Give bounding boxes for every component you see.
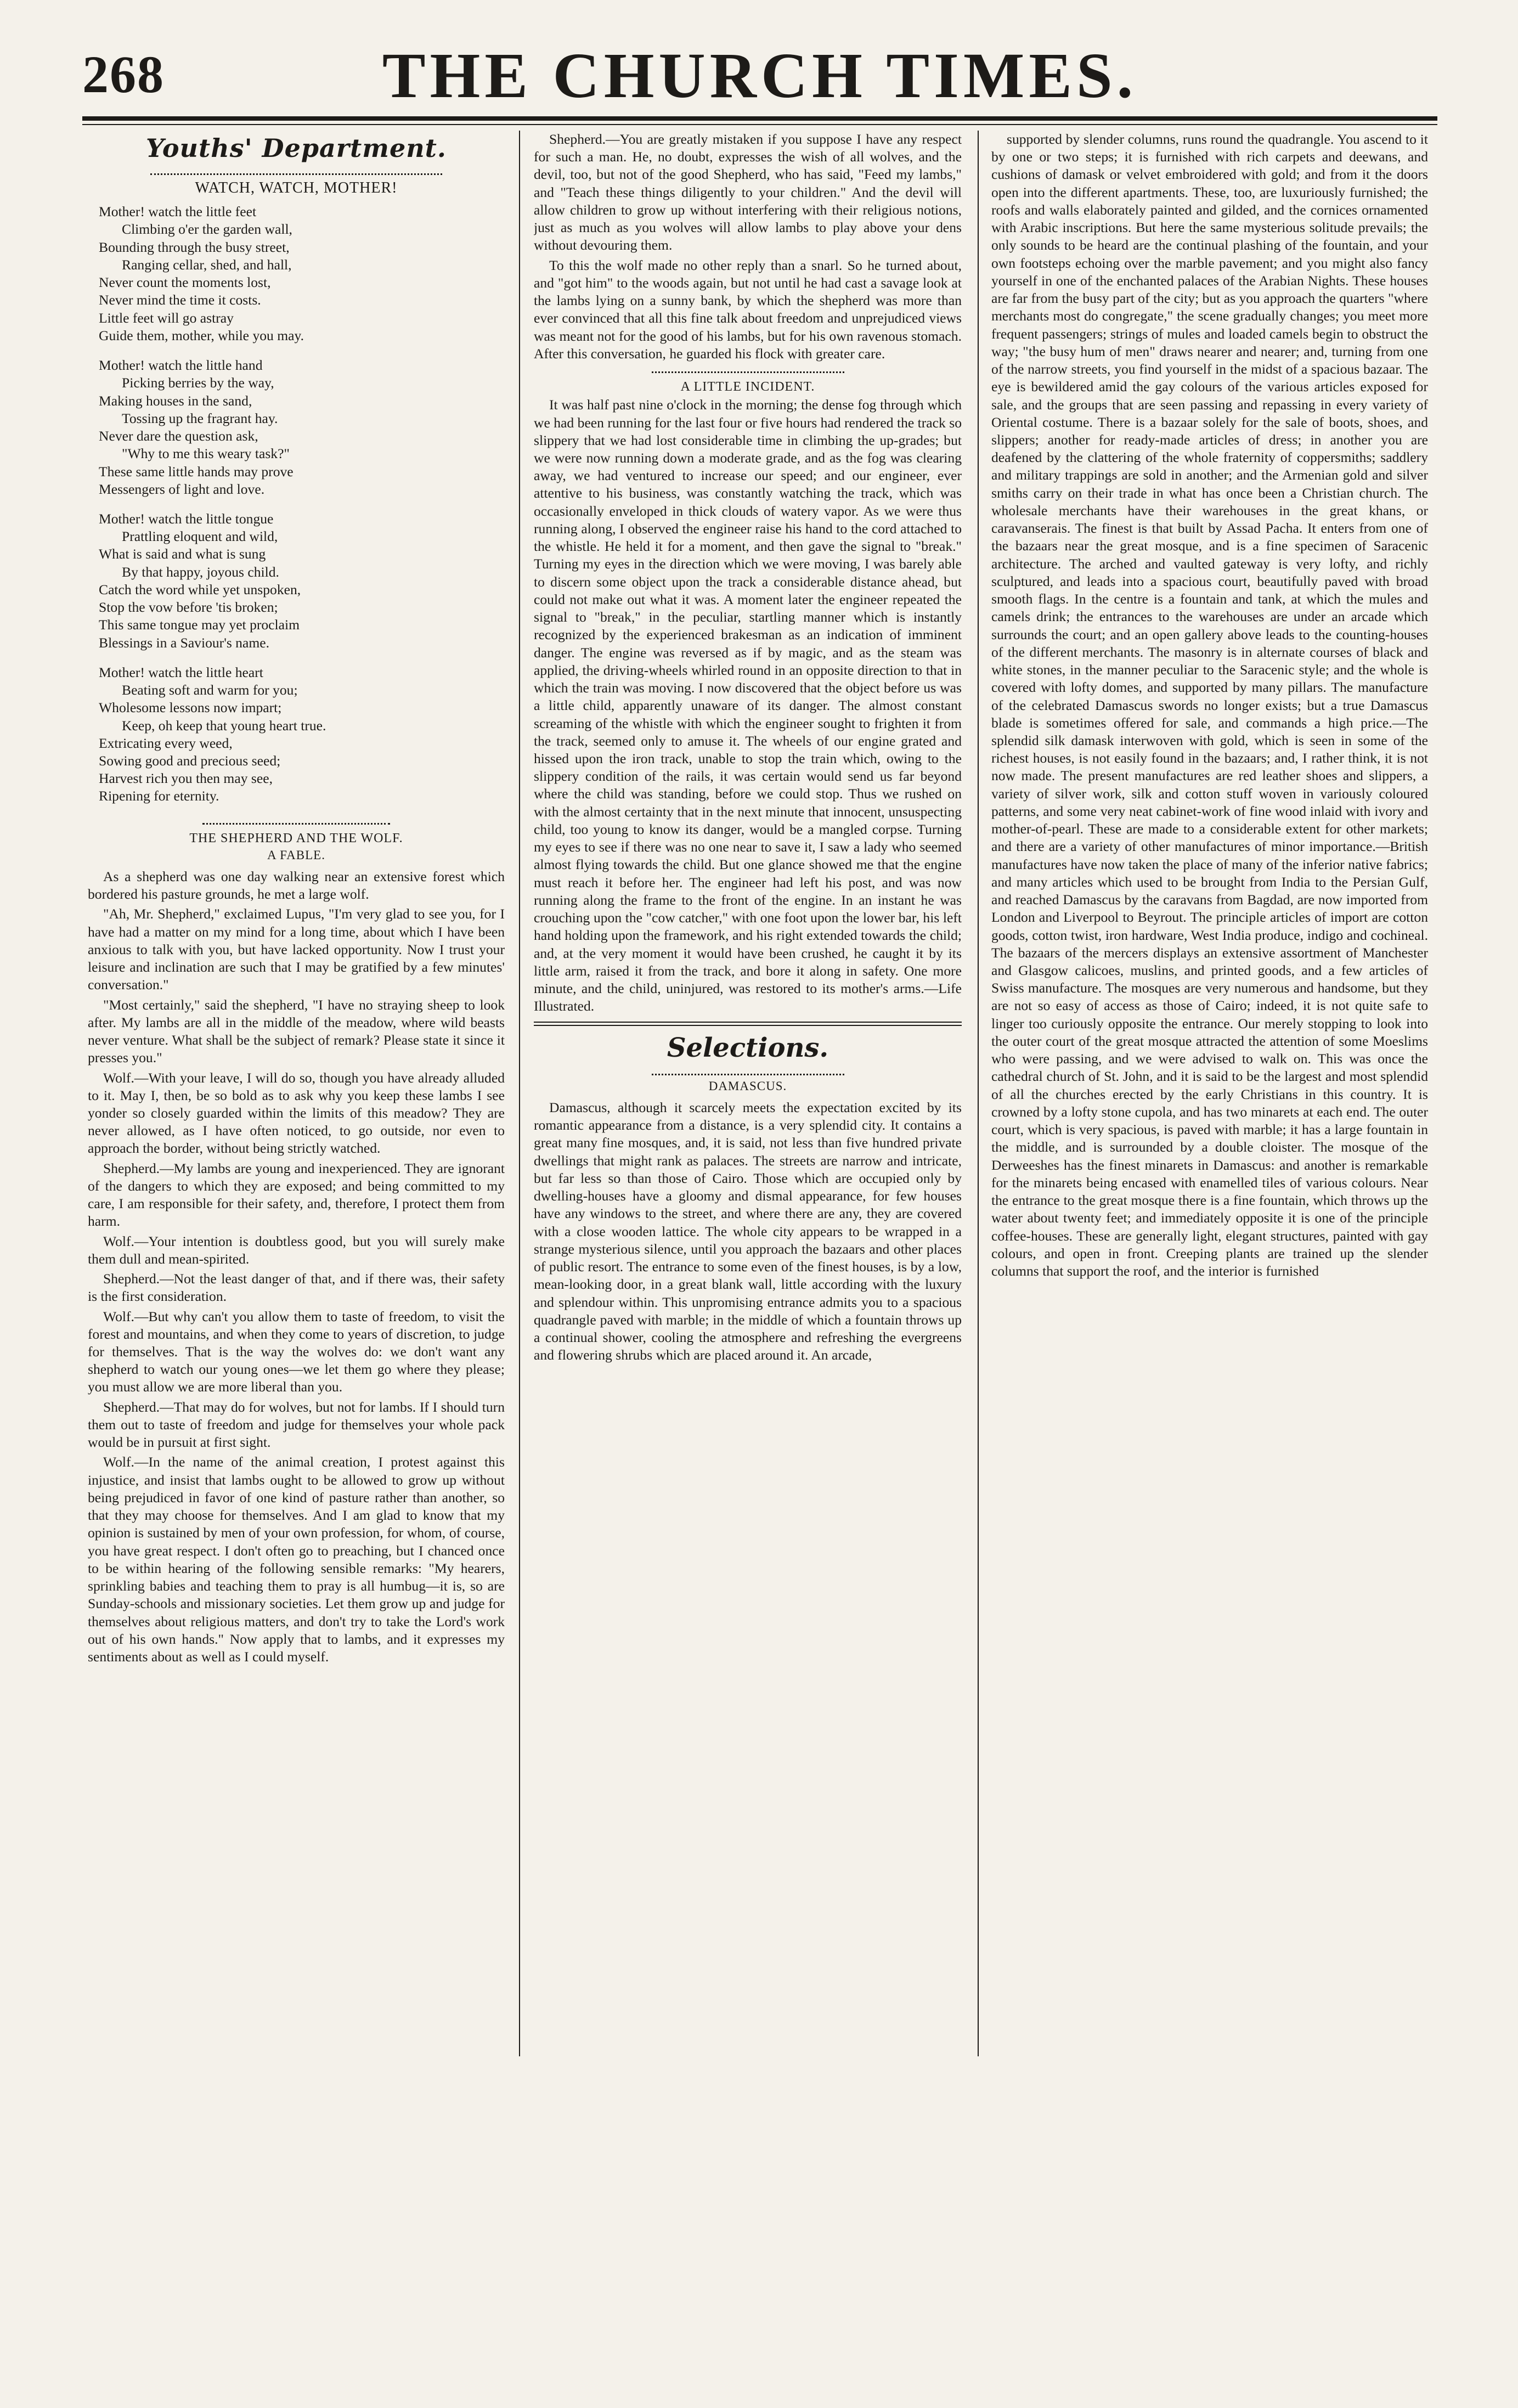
poem-line: Prattling eloquent and wild, (122, 528, 278, 545)
poem-line: Ripening for eternity. (99, 788, 219, 804)
ornamental-rule (652, 366, 844, 373)
poem-line: Blessings in a Saviour's name. (99, 634, 269, 651)
poem-line: Climbing o'er the garden wall, (122, 221, 292, 238)
poem-line: Wholesome lessons now impart; (99, 700, 282, 716)
poem-stanza (99, 203, 505, 345)
column-rule (519, 131, 520, 2056)
poem-line: Extricating every weed, (99, 735, 233, 751)
paragraph: Wolf.—Your intention is doubtless good, but you will surely make them dull and mean-spirited. (88, 1233, 505, 1267)
poem-line: Messengers of light and love. (99, 481, 265, 497)
paragraph: Damascus, although it scarcely meets the expectation excited by its romantic appearance from a distance, is a very splendid city. It contains a great many fine mosques, and, it is said, not less than five hundred private dwellings that might rank as palaces. The streets are narrow and intricate, but far less so than those of Cairo. Those which are occupied only by dwelling-houses have a gloomy and dismal appearance, for few houses have any windows to the street, and where there are any, they are covered with a close wooden lattice. The whole city appears to be wrapped in a strange mysterious silence, until you approach the bazaars and other places of public resort. The entrance to some even of the finest houses, is by a low, mean-looking door, in a great blank wall, little according with the luxury and splendour within. This unpromising entrance admits you to a spacious quadrangle paved with marble; in the middle of which a fountain throws up a continual shower, cooling the atmosphere and refreshing the evergreens and flowering shrubs which are placed around it. An arcade, (534, 1099, 962, 1363)
column-rule (978, 131, 979, 2056)
paragraph: Wolf.—In the name of the animal creation, I protest against this injustice, and insist that lambs ought to be allowed to grow up without being prejudiced in favor of one kind of pasture rather than another, so that they may choose for themselves. And I am glad to know that my opinion is sustained by men of your own profession, for whom, of course, you have great respect. I don't often go to preaching, but I chanced once to be within hearing of the following sensible remarks: "My hearers, sprinkling babies and teaching them to pray is all humbug—it is, so are Sunday-schools and missionary societies. Let them grow up and judge for themselves about religious matters, and don't try to take the Lord's work out of his own hands." Now apply that to lambs, and it expresses my sentiments about as well as I could myself. (88, 1454, 505, 1665)
fable-continued (534, 131, 962, 363)
poem-line: Never count the moments lost, (99, 274, 271, 291)
ornamental-rule (150, 168, 442, 175)
youths-department-heading: Youths' Department. (146, 133, 447, 163)
poem-line: Making houses in the sand, (99, 392, 252, 409)
poem-line: Harvest rich you then may see, (99, 770, 273, 787)
paragraph: To this the wolf made no other reply than a snarl. So he turned about, and "got him" to the woods again, but not until he had cast a savage look at the lambs lying on a sunny bank, by which the shepherd was more than ever convinced that all this fine talk about freedom and unprejudiced views was meant not for the good of his lambs, but for his own ravenous stomach. After this conversation, he guarded his flock with greater care. (534, 257, 962, 362)
poem-stanza (99, 510, 505, 652)
fable-subtitle: A FABLE. (267, 848, 325, 862)
poem-line: Catch the word while yet unspoken, (99, 581, 301, 597)
poem-line: Mother! watch the little hand (99, 357, 263, 374)
poem-line: Mother! watch the little heart (99, 664, 263, 680)
poem-line: Little feet will go astray (99, 309, 234, 326)
poem-line: Keep, oh keep that young heart true. (122, 717, 326, 734)
poem-line: By that happy, joyous child. (122, 563, 279, 580)
poem-stanza (99, 664, 505, 805)
poem-line: Tossing up the fragrant hay. (122, 410, 278, 426)
poem-line: "Why to me this weary task?" (122, 445, 290, 462)
page-number: 268 (82, 45, 165, 104)
paragraph: Shepherd.—My lambs are young and inexperienced. They are ignorant of the dangers to which they are exposed; and being committed to my care, I am responsible for their safety, and, therefore, I protect them from harm. (88, 1160, 505, 1230)
paragraph: Wolf.—But why can't you allow them to taste of freedom, to visit the forest and mountains, and when they come to years of discretion, to judge for themselves. That is the way the wolves do: we don't want any shepherd to watch our young ones—we let them go where they please; you must allow we are more liberal than you. (88, 1308, 505, 1395)
paragraph: Shepherd.—That may do for wolves, but not for lambs. If I should turn them out to taste of freedom and judge for themselves your whole pack would be in pursuit at first sight. (88, 1398, 505, 1451)
paragraph: supported by slender columns, runs round the quadrangle. You ascend to it by one or two steps; it is furnished with rich carpets and deewans, and cushions of damask or velvet embroidered with gold; and from it the doors open into the different apartments. These, too, are luxuriously furnished; the roofs and walls elaborately painted and gilded, and the cornices ornamented with Arabic inscriptions. But here the same mysterious solitude prevails; the only sounds to be heard are the continual plashing of the fountain, and your own footsteps echoing over the marble pavement; and you might also fancy yourself in one of the enchanted palaces of the Arabian Nights. These houses are far from the busy part of the city; but as you approach the quarters "where merchants most do congregate," the scene gradually changes; you meet more frequent passengers; strings of mules and loaded camels begin to obstruct the way; "the busy hum of men" draws nearer and nearer; and, turning from one of the narrow streets, you find yourself in the midst of a spacious bazaar. The eye is bewildered amid the gay colours of the various articles exposed for sale, and the groups that are seen passing and repassing in every variety of Oriental costume. There is a bazaar solely for the sale of boots, shoes, and slippers; another for ready-made articles of dress; in another you are deafened by the clattering of the whole fraternity of coppersmiths; saddlery and military trappings are sold in another; and the Armenian gold and silver smiths carry on their trade in what has once been a Christian church. The wholesale merchants have their warehouses in the great khans, or caravanserais. The finest is that built by Assad Pacha. It enters from one of the bazaars near the great mosque, and is a fine specimen of Saracenic architecture. The arched and vaulted gateway is very lofty, and richly sculptured, and leads into a spacious court, beautifully paved with broad smooth flags. In the centre is a fountain and tank, at which the mules and camels drink; the entrances to the warehouses are under an arcade which surrounds the court; and an open gallery above leads to the counting-houses of the different merchants. The masonry is in alternate courses of black and white stones, in the manner peculiar to the Saracenic style; and the whole is covered with lofty domes, and supported by many pillars. The manufacture of the celebrated Damascus swords no longer exists; but a true Damascus blade is sometimes offered for sale, and commands a high price.—The splendid silk damask interwoven with gold, which is seen in some of the richest houses, is not easily found in the bazaars; and, I rather think, it is not now made. The present manufactures are red leather shoes and slippers, a variety of silver work, silk and cotton stuff woven in variously coloured patterns, and some very neat cabinet-work of fine wood inlaid with ivory and mother-of-pearl. These are made to a considerable extent for other markets; and there are a variety of other manufactures of minor importance.—British manufactures have now taken the place of many of the inferior native fabrics; and many articles which used to be brought from India to the Persian Gulf, and reached Damascus by the caravans from Bagdad, are now imported from London and Liverpool to Beyrout. The principle articles of import are cotton goods, cotton twist, iron hardware, West India produce, indigo and cochineal. The bazaars of the mercers displays an extensive assortment of Manchester and Glasgow calicoes, muslins, and printed goods, and a few articles of Swiss manufacture. The mosques are very numerous and handsome, but they are not so easy of access as those of Cairo; indeed, it is not quite safe to linger too curiously opposite the entrance. Our merely stopping to look into the outer court of the great mosque attracted the attention of some Moeslims who were passing, and we were advised to walk on. This was once the cathedral church of St. John, and it is said to be the largest and most splendid of all the churches erected by the early Christians in this country. It is crowned by a lofty stone cupola, and has two minarets at each end. The outer court, which is very spacious, is paved with marble; it has a large fountain in the middle, and is surrounded by a double cloister. The mosque of the Derweeshes has the finest minarets in Damascus: and another is remarkable for the minarets being encased with enamelled tiles of various colours. Near the entrance to the great mosque there is a fine fountain, which throws up the water about twenty feet; and immediately opposite it is one of the principle coffee-houses. These are generally light, elegant structures, painted with gay colours, and open in front. Creeping plants are trained up the slender columns that support the roof, and the interior is furnished (991, 131, 1428, 1279)
fable-body (88, 868, 505, 1666)
poem (88, 203, 505, 805)
paragraph: Shepherd.—Not the least danger of that, and if there was, their safety is the first consideration. (88, 1271, 505, 1305)
newspaper-title: THE CHURCH TIMES. (382, 40, 1138, 111)
column-2 (534, 131, 962, 2380)
poem-line: Stop the vow before 'tis broken; (99, 599, 278, 616)
poem-stanza (99, 357, 505, 498)
fable-title: THE SHEPHERD AND THE WOLF. (189, 831, 403, 845)
selections-heading: Selections. (667, 1033, 829, 1064)
poem-line: Picking berries by the way, (122, 375, 274, 391)
paragraph: "Ah, Mr. Shepherd," exclaimed Lupus, "I'm very glad to see you, for I have had a matter on my mind for a long time, about which I have been anxious to talk with you, but have lacked opportunity. Now I trust your leisure and inclination are such that I may be gratified by a few minutes' conversation." (88, 906, 505, 993)
poem-line: Never dare the question ask, (99, 428, 258, 444)
ornamental-rule (652, 1068, 844, 1075)
paragraph: Wolf.—With your leave, I will do so, though you have already alluded to it. May I, then, be so bold as to ask why you keep these lambs I see yonder so closely guarded within the limits of this meadow? They are never allowed, as I have often noticed, to go outside, nor even to approach the border, without being strictly watched. (88, 1069, 505, 1157)
masthead-rule (82, 116, 1437, 121)
masthead-rule-thin (82, 124, 1437, 125)
paragraph: As a shepherd was one day walking near an extensive forest which bordered his pasture grounds, he met a large wolf. (88, 868, 505, 903)
column-3 (991, 131, 1428, 2380)
ornamental-rule (202, 817, 390, 825)
damascus-title: DAMASCUS. (708, 1079, 787, 1093)
column-1 (88, 131, 505, 2380)
incident-title: A LITTLE INCIDENT. (680, 380, 815, 394)
poem-line: Beating soft and warm for you; (122, 682, 298, 698)
incident-body (534, 396, 962, 1015)
poem-line: Mother! watch the little tongue (99, 510, 274, 527)
poem-line: Guide them, mother, while you may. (99, 327, 304, 343)
poem-line: Never mind the time it costs. (99, 292, 261, 308)
paragraph: "Most certainly," said the shepherd, "I have no straying sheep to look after. My lambs are all in the middle of the meadow, where wild beasts never venture. What shall be the subject of remark? Please state it since it presses you." (88, 996, 505, 1066)
poem-line: Ranging cellar, shed, and hall, (122, 256, 292, 273)
paragraph: It was half past nine o'clock in the morning; the dense fog through which we had been running for the last four or five hours had rendered the track so slippery that we had lost considerable time in climbing the up-grades; but we were now running down a moderate grade, and as the fog was clearing away, we had ventured to increase our speed; and our engineer, ever attentive to his business, was constantly watching the track, which was occasionally enveloped in thick clouds of watery vapor. As we were thus running along, I observed the engineer raise his hand to the cord attached to the whistle. He held it for a moment, and then gave the signal to "break." Turning my eyes in the direction which we were moving, I was barely able to discern some object upon the track a considerable distance ahead, but could not make out what it was. A moment later the engineer repeated the signal to "break," in the peculiar, startling manner which is instantly recognized by the experienced brakesman as an indication of imminent danger. The engine was reversed as if by magic, and as the steam was applied, the driving-wheels whirled round in an opposite direction to that in which the train was moving. I now discovered that the object before us was a little child, apparently unaware of its danger. The almost constant screaming of the whistle with which the engineer sought to frighten it from the track, seemed only to amuse it. The wheels of our engine grated and hissed upon the iron track, unable to stop the train which, owing to the slippery condition of the rails, it was certain would send us far beyond where the child was standing, before we could stop. Thus we rushed on with the almost certainty that in the next minute that innocent, unsuspecting child, too young to know its danger, would be a mangled corpse. Turning my eyes to see if there was no one near to save it, I saw a lady who seemed almost flying towards the child. But one glance showed me that the engine must reach it before her. The engineer had left his post, and was now running along the frame to the front of the engine. In an instant he was crouching upon the "cow catcher," with one foot upon the lower bar, his left hand holding upon the framework, and his right extended towards the child; and, at the very moment it would have been crushed, he caught it by its little arm, raised it from the track, and bore it along in safety. One more minute, and the child, uninjured, was restored to its mother's arms.—Life Illustrated. (534, 397, 962, 1014)
poem-line: Bounding through the busy street, (99, 239, 290, 255)
damascus-continued (991, 131, 1428, 1280)
poem-title: WATCH, WATCH, MOTHER! (195, 179, 398, 196)
poem-line: These same little hands may prove (99, 463, 294, 480)
poem-line: Mother! watch the little feet (99, 204, 257, 220)
section-rule (534, 1022, 962, 1026)
poem-line: What is said and what is sung (99, 546, 266, 562)
poem-line: Sowing good and precious seed; (99, 753, 281, 769)
masthead (82, 38, 1437, 115)
poem-line: This same tongue may yet proclaim (99, 617, 300, 633)
paragraph: Shepherd.—You are greatly mistaken if you suppose I have any respect for such a man. He, no doubt, expresses the wish of all wolves, and the devil, too, but not of the good Shepherd, who has said, "Feed my lambs," and "Teach these things diligently to your children." And the devil will allow children to grow up without interfering with their religious notions, just as much as you wolves will allow lambs to play above your dens without devouring them. (534, 131, 962, 253)
damascus-body (534, 1099, 962, 1364)
